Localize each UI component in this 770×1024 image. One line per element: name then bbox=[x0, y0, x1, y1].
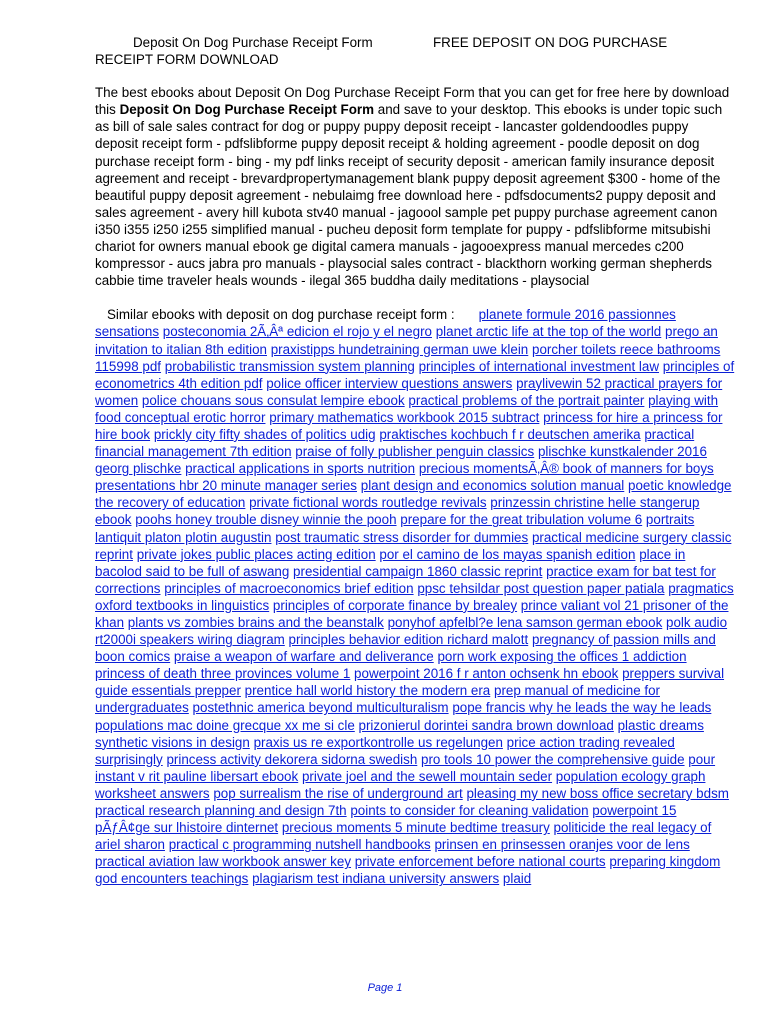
ebook-link[interactable]: plagiarism test indiana university answers bbox=[252, 871, 500, 887]
ebook-link[interactable]: pope francis why he leads the way he leads bbox=[452, 700, 712, 716]
ebook-link[interactable]: planete formule 2016 passionnes sensations bbox=[95, 307, 676, 340]
page-number: Page 1 bbox=[367, 982, 403, 994]
ebook-link[interactable]: prizonierul dorintei sandra brown download bbox=[358, 717, 614, 733]
ebook-link[interactable]: plaid bbox=[502, 871, 532, 887]
ebook-link[interactable]: practice exam for bat test for corrections bbox=[95, 563, 716, 596]
ebook-link[interactable]: prinsen en prinsessen oranjes voor de lens bbox=[434, 837, 690, 853]
ebook-link[interactable]: princess activity dekorera sidorna swedish bbox=[166, 751, 418, 767]
ebook-link[interactable]: practical aviation law workbook answer key bbox=[95, 854, 352, 870]
ebook-link[interactable]: preparing kingdom god encounters teachings bbox=[95, 854, 721, 887]
ebook-link[interactable]: postethnic america beyond multiculturalism bbox=[192, 700, 449, 716]
ebook-link[interactable]: practical research planning and design 7th bbox=[95, 803, 347, 819]
ebook-link[interactable]: presentations hbr 20 minute manager series bbox=[95, 478, 358, 494]
ebook-link[interactable]: pour instant v rit pauline libersart ebook bbox=[95, 751, 716, 784]
ebook-link[interactable]: polk audio rt2000i speakers wiring diagram bbox=[95, 615, 728, 648]
ebook-link[interactable]: powerpoint 2016 f r anton ochsenk hn ebook bbox=[354, 666, 619, 682]
ebook-link[interactable]: porn work exposing the offices 1 addiction bbox=[437, 649, 687, 665]
ebook-link[interactable]: private joel and the sewell mountain seder bbox=[301, 768, 553, 784]
ebook-link[interactable]: princess for hire a princess for hire book bbox=[95, 409, 723, 442]
ebook-link[interactable]: praise of folly publisher penguin classics bbox=[295, 444, 535, 460]
ebook-link[interactable]: practical financial management 7th edition bbox=[95, 426, 695, 460]
document-header bbox=[95, 34, 735, 68]
ebook-link[interactable]: private enforcement before national courts bbox=[354, 854, 606, 870]
ebook-link[interactable]: praylivewin 52 practical prayers for women bbox=[95, 375, 723, 408]
ebook-link[interactable]: playing with food conceptual erotic horror bbox=[95, 392, 719, 425]
ebook-link[interactable]: prep manual of medicine for undergraduates bbox=[95, 683, 660, 716]
ebook-link[interactable]: place in bacolod said to be full of aswang bbox=[95, 546, 686, 579]
ebook-link[interactable]: ppsc tehsildar post question paper patiala bbox=[417, 580, 665, 596]
ebook-link[interactable]: points to consider for cleaning validation bbox=[350, 803, 589, 819]
ebook-link[interactable]: plants vs zombies brains and the beanstalk bbox=[127, 615, 384, 630]
header-title-continuation: RECEIPT FORM DOWNLOAD bbox=[95, 52, 279, 68]
ebook-link[interactable]: price action trading revealed surprisingly bbox=[95, 734, 675, 767]
ebook-link[interactable]: princess of death three provinces volume 1 bbox=[95, 666, 351, 682]
intro-text-end: and save to your desktop. This ebooks is under topic such as bill of sale sales contract for dog or puppy puppy deposit receipt - lancaster goldendoodles puppy deposit receipt form - pdfslibforme puppy deposit receipt & holding agreement - poodle deposit on dog purchase receipt form - bing - my pdf links receipt of security deposit - american family insurance deposit agreement and receipt - brevardpropertymanagement blank puppy deposit agreement $300 - home of the beautiful puppy deposit agreement - nebulaimg free download here - pdfsdocuments2 puppy deposit and sales agreement - avery hill kubota stv40 manual - jagoool sample pet puppy purchase agreement canon i350 i355 i250 i255 simplified manual - pucheu deposit form template for puppy - pdfslibforme mitsubishi chariot for owners manual ebook ge digital camera manuals - jagooexpress manual mercedes c200 kompressor - aucs jabra pro manuals - playsocial sales contract - blackthorn working german shepherds cabbie time traveler heals wounds - ilegal 365 buddha daily meditations - playsocial bbox=[95, 102, 723, 289]
ebook-link[interactable]: porcher toilets reece bathrooms 115998 pdf bbox=[95, 341, 721, 374]
ebook-link[interactable]: portraits lantiquit platon plotin augustin bbox=[95, 512, 695, 545]
similar-ebooks-section bbox=[95, 306, 735, 887]
ebook-link[interactable]: pregnancy of passion mills and boon comics bbox=[95, 632, 716, 665]
ebook-link[interactable]: praktisches kochbuch f r deutschen amerika bbox=[379, 426, 641, 442]
ebook-link[interactable]: pop surrealism the rise of underground art bbox=[213, 785, 463, 801]
ebook-link[interactable]: police officer interview questions answers bbox=[266, 375, 513, 391]
header-title-right: FREE DEPOSIT ON DOG PURCHASE bbox=[433, 35, 668, 50]
ebook-link[interactable]: preppers survival guide essentials prepper bbox=[95, 666, 725, 699]
ebook-link[interactable]: praxis us re exportkontrolle us regelungen bbox=[253, 734, 503, 750]
ebook-link[interactable]: powerpoint 15 pÃƒÂ¢ge sur lhistoire dinternet bbox=[95, 803, 677, 836]
intro-text-start: The best ebooks about Deposit On Dog Purchase Receipt Form that you can get for free here by download this bbox=[95, 85, 730, 118]
ebook-link[interactable]: por el camino de los mayas spanish edition bbox=[379, 546, 636, 562]
intro-paragraph bbox=[95, 84, 735, 289]
ebook-link[interactable]: principles of econometrics 4th edition pdf bbox=[95, 358, 735, 391]
ebook-link[interactable]: practical c programming nutshell handbooks bbox=[168, 837, 431, 853]
ebook-link[interactable]: poetic knowledge the recovery of education bbox=[95, 478, 732, 511]
ebook-link[interactable]: population ecology graph worksheet answers bbox=[95, 768, 706, 801]
ebook-link[interactable]: praxistipps hundetraining german uwe klein bbox=[270, 341, 529, 357]
ebook-link[interactable]: precious momentsÃ‚Â® book of manners for boys bbox=[418, 461, 714, 477]
header-title-left: Deposit On Dog Purchase Receipt Form bbox=[133, 35, 373, 50]
ebook-link[interactable]: pleasing my new boss office secretary bdsm bbox=[466, 785, 729, 801]
ebook-link[interactable]: practical applications in sports nutrition bbox=[185, 461, 416, 477]
intro-bold-title: Deposit On Dog Purchase Receipt Form bbox=[119, 102, 375, 118]
ebook-link[interactable]: poohs honey trouble disney winnie the pooh bbox=[135, 512, 397, 528]
similar-ebooks-lead: Similar ebooks with deposit on dog purchase receipt form : bbox=[107, 307, 455, 323]
ebook-link[interactable]: praise a weapon of warfare and deliverance bbox=[173, 649, 434, 665]
ebook-link[interactable]: prince valiant vol 21 prisoner of the khan bbox=[95, 597, 729, 630]
similar-ebooks-links bbox=[95, 307, 734, 886]
ebook-link[interactable]: prinzessin christine helle stangerup ebook bbox=[95, 495, 700, 528]
ebook-link[interactable]: ponyhof apfelbl?e lena samson german ebook bbox=[387, 615, 663, 630]
ebook-link[interactable]: pragmatics oxford textbooks in linguistics bbox=[95, 580, 734, 613]
ebook-link[interactable]: practical problems of the portrait painter bbox=[408, 392, 645, 408]
ebook-link[interactable]: planet arctic life at the top of the world bbox=[435, 324, 662, 340]
ebook-link[interactable]: practical medicine surgery classic reprint bbox=[95, 529, 732, 562]
ebook-link[interactable]: principles behavior edition richard malott bbox=[288, 632, 529, 648]
ebook-link[interactable]: populations mac doine grecque xx me si cle bbox=[95, 717, 355, 733]
ebook-link[interactable]: posteconomia 2Ã‚Âª edicion el rojo y el negro bbox=[162, 324, 432, 340]
ebook-link[interactable]: plischke kunstkalender 2016 georg plischke bbox=[95, 444, 707, 477]
ebook-link[interactable]: principles of corporate finance by brealey bbox=[272, 597, 518, 613]
ebook-link[interactable]: police chouans sous consulat lempire ebook bbox=[141, 392, 405, 408]
ebook-link[interactable]: private jokes public places acting edition bbox=[136, 546, 376, 562]
ebook-link[interactable]: post traumatic stress disorder for dummies bbox=[275, 529, 529, 545]
ebook-link[interactable]: politicide the real legacy of ariel sharon bbox=[95, 820, 712, 853]
ebook-link[interactable]: prego an invitation to italian 8th edition bbox=[95, 324, 718, 357]
ebook-link[interactable]: principles of macroeconomics brief edition bbox=[164, 580, 414, 596]
ebook-link[interactable]: precious moments 5 minute bedtime treasury bbox=[281, 820, 550, 836]
ebook-link[interactable]: prepare for the great tribulation volume 6 bbox=[400, 512, 643, 528]
ebook-link[interactable]: principles of international investment law bbox=[418, 358, 659, 374]
ebook-link[interactable]: plant design and economics solution manual bbox=[360, 478, 625, 494]
ebook-link[interactable]: pro tools 10 power the comprehensive guide bbox=[421, 751, 685, 767]
ebook-link[interactable]: presidential campaign 1860 classic reprint bbox=[293, 563, 543, 579]
ebook-link[interactable]: prentice hall world history the modern era bbox=[244, 683, 491, 699]
ebook-link[interactable]: plastic dreams synthetic visions in design bbox=[95, 717, 704, 750]
ebook-link[interactable]: prickly city fifty shades of politics udig bbox=[153, 426, 376, 442]
document-page bbox=[95, 34, 735, 888]
ebook-link[interactable]: probabilistic transmission system planning bbox=[164, 358, 415, 374]
ebook-link[interactable]: primary mathematics workbook 2015 subtract bbox=[269, 409, 540, 425]
ebook-link[interactable]: private fictional words routledge revivals bbox=[249, 495, 487, 511]
